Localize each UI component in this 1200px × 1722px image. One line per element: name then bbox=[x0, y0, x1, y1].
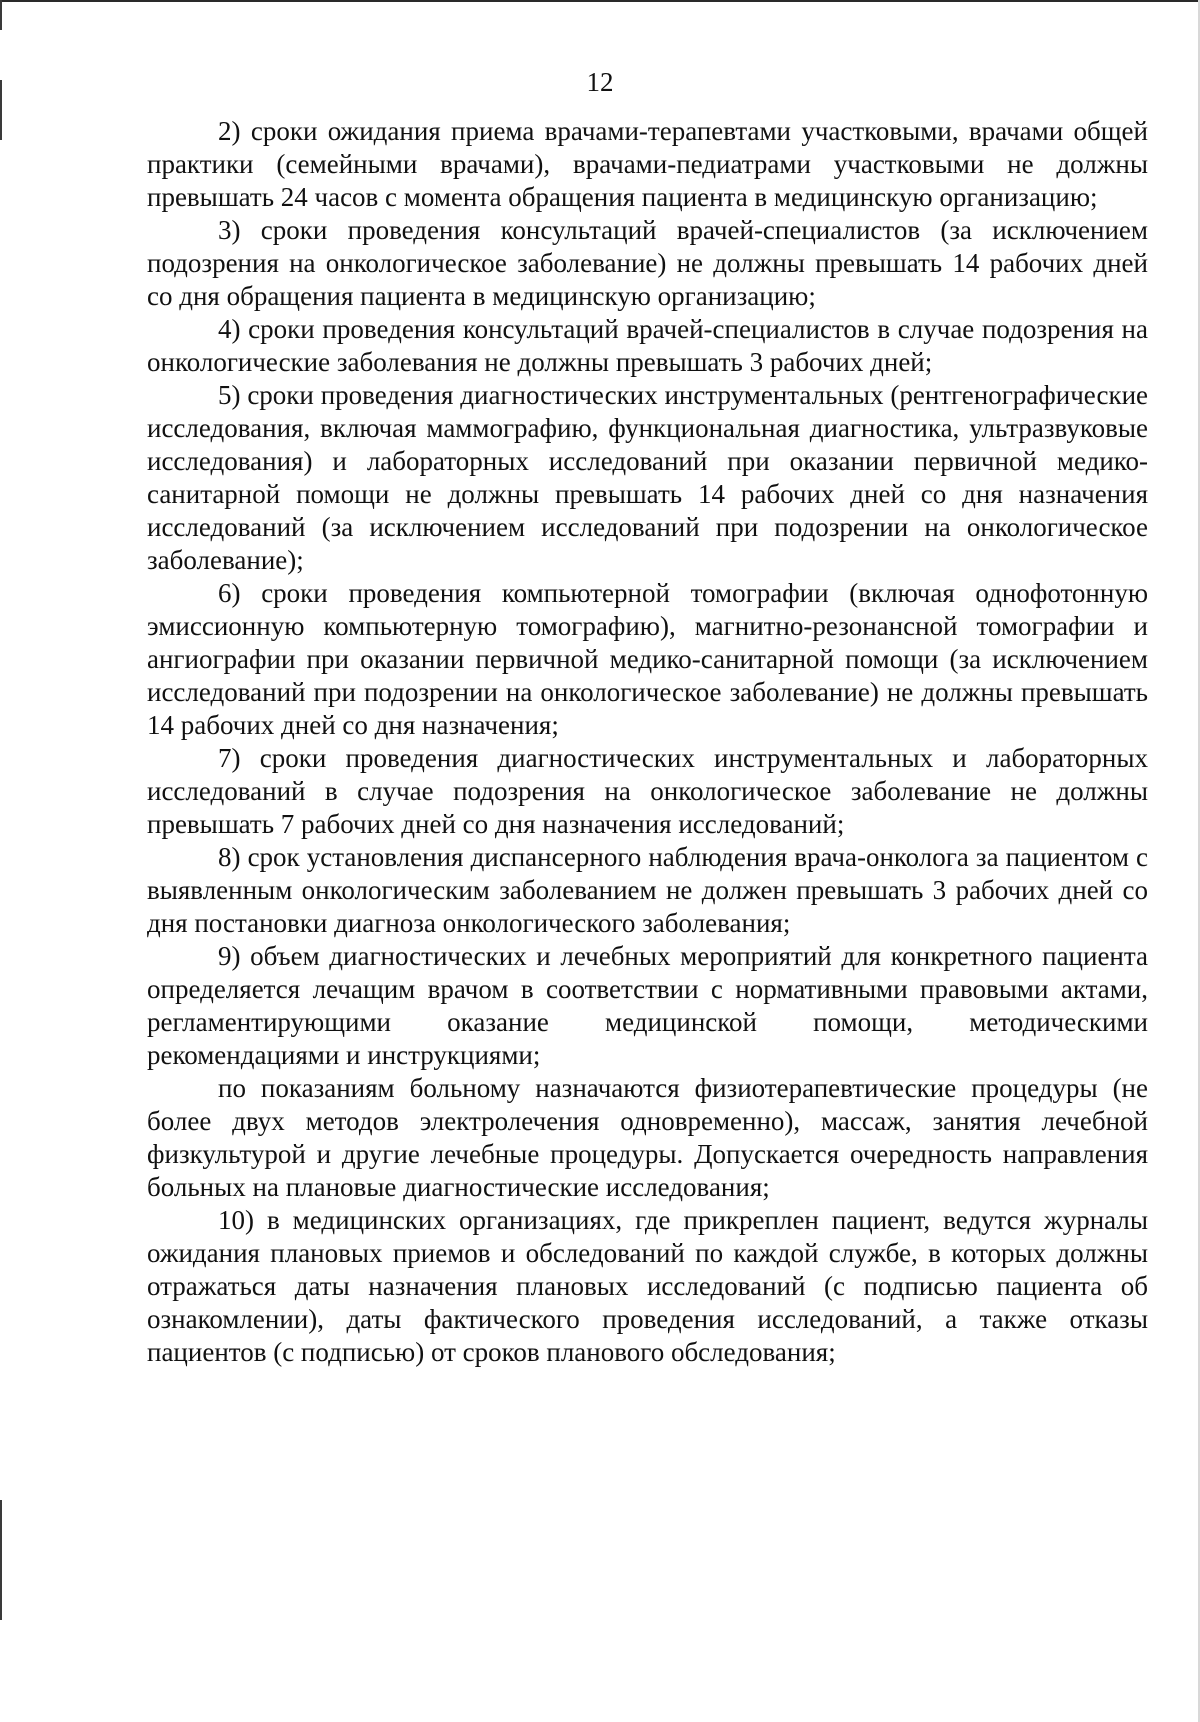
scan-border-left bbox=[0, 0, 2, 30]
scan-border-top bbox=[0, 0, 1200, 2]
paragraph-item-8: 8) срок установления диспансерного наблюдения врача-онколога за пациентом с выявленным онкологическим заболеванием не должен превышать 3 рабочих дней со дня постановки диагноза онкологического заболевания; bbox=[147, 842, 1148, 938]
paragraph-physiotherapy: по показаниям больному назначаются физиотерапевтические процедуры (не более двух методов электролечения одновременно), массаж, занятия лечебной физкультурой и другие лечебные процедуры. Допускается очередность направления больных на плановые диагностические исследования; bbox=[147, 1073, 1148, 1202]
paragraph-item-3: 3) сроки проведения консультаций врачей-специалистов (за исключением подозрения на онкологическое заболевание) не должны превышать 14 рабочих дней со дня обращения пациента в медицинскую организацию; bbox=[147, 215, 1148, 311]
paragraph-item-6: 6) сроки проведения компьютерной томографии (включая однофотонную эмиссионную компьютерную томографию), магнитно-резонансной томографии и ангиографии при оказании первичной медико-санитарной помощи (за исключением исследований при подозрении на онкологическое заболевание) не должны превышать 14 рабочих дней со дня назначения; bbox=[147, 578, 1148, 740]
paragraph-item-4: 4) сроки проведения консультаций врачей-специалистов в случае подозрения на онкологические заболевания не должны превышать 3 рабочих дней; bbox=[147, 314, 1148, 377]
page-number: 12 bbox=[586, 67, 614, 97]
paragraph-item-10: 10) в медицинских организациях, где прикреплен пациент, ведутся журналы ожидания плановых приемов и обследований по каждой службе, в которых должны отражаться даты назначения плановых исследований (с подписью пациента об ознакомлении), даты фактического проведения исследований, а также отказы пациентов (с подписью) от сроков планового обследования; bbox=[147, 1205, 1148, 1367]
document-body bbox=[147, 115, 1148, 1369]
scan-border-left bbox=[0, 1500, 2, 1620]
paragraph-item-2: 2) сроки ожидания приема врачами-терапевтами участковыми, врачами общей практики (семейными врачами), врачами-педиатрами участковыми не должны превышать 24 часов с момента обращения пациента в медицинскую организацию; bbox=[147, 116, 1148, 212]
paragraph-item-9: 9) объем диагностических и лечебных мероприятий для конкретного пациента определяется лечащим врачом в соответствии с нормативными правовыми актами, регламентирующими оказание медицинской помощи, методическими рекомендациями и инструкциями; bbox=[147, 941, 1148, 1070]
paragraph-item-5: 5) сроки проведения диагностических инструментальных (рентгенографические исследования, включая маммографию, функциональная диагностика, ультразвуковые исследования) и лабораторных исследований при оказании первичной медико-санитарной помощи не должны превышать 14 рабочих дней со дня назначения исследований (за исключением исследований при подозрении на онкологическое заболевание); bbox=[147, 380, 1148, 575]
paragraph-item-7: 7) сроки проведения диагностических инструментальных и лабораторных исследований в случае подозрения на онкологическое заболевание не должны превышать 7 рабочих дней со дня назначения исследований; bbox=[147, 743, 1148, 839]
